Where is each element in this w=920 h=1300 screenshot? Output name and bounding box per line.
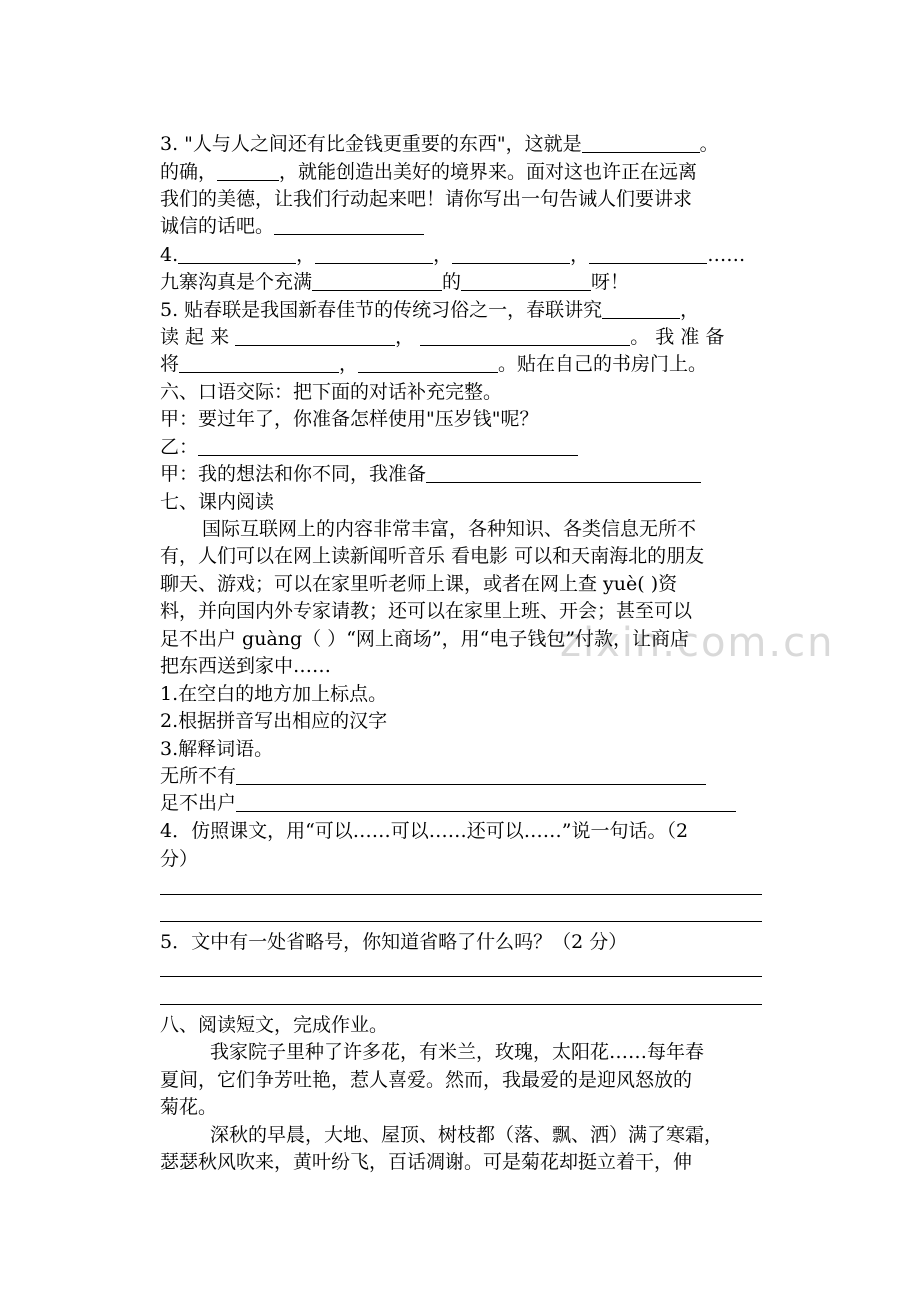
answer-blank[interactable] <box>315 243 433 264</box>
q3-text: ，就能创造出美好的境界来。面对这也许正在远离 <box>279 161 698 183</box>
answer-line[interactable] <box>160 894 762 895</box>
question-1: 1.在空白的地方加上标点。 <box>160 683 388 705</box>
q3-line3: 我们的美德，让我们行动起来吧！请你写出一句告诫人们要讲求 <box>160 188 693 210</box>
separator: ， <box>570 244 590 266</box>
passage-line: 国际互联网上的内容非常丰富，各种知识、各类信息无所不 <box>202 518 697 540</box>
answer-line[interactable] <box>160 1004 762 1005</box>
passage-line: 深秋的早晨，大地、屋顶、树枝都（落、飘、洒）满了寒霜， <box>210 1124 724 1146</box>
word-label: 无所不有 <box>160 765 237 787</box>
q3-text: 。 <box>699 133 719 155</box>
q3-line1 <box>160 130 765 158</box>
dialog-yi <box>160 433 765 461</box>
answer-blank[interactable] <box>358 352 498 373</box>
passage-line: 足不出户 guàng（ ）“网上商场”，用“电子钱包”付款，让商店 <box>160 628 690 650</box>
q5-text: 。贴在自己的书房门上。 <box>498 353 708 375</box>
q5-line3 <box>160 350 765 378</box>
answer-blank[interactable] <box>602 298 680 319</box>
question-4: 4．仿照课文，用“可以……可以……还可以……”说一句话。（2 <box>160 820 689 842</box>
answer-blank[interactable] <box>426 462 701 483</box>
passage-line: 聊天、游戏；可以在家里听老师上课，或者在网上查 yuè( )资 <box>160 573 678 595</box>
q5-text: ， <box>680 299 700 321</box>
answer-blank[interactable] <box>198 435 578 456</box>
answer-blank[interactable] <box>236 791 736 812</box>
dialog-jia2 <box>160 460 765 488</box>
answer-blank[interactable] <box>461 270 591 291</box>
section7-title: 七、课内阅读 <box>160 491 275 513</box>
q5-text: 5. 贴春联是我国新春佳节的传统习俗之一，春联讲究 <box>160 299 603 321</box>
answer-blank[interactable] <box>452 243 570 264</box>
passage-line: 把东西送到家中…… <box>160 655 332 677</box>
answer-line[interactable] <box>160 921 762 922</box>
q5-text: ， <box>339 353 359 375</box>
ellipsis: …… <box>707 244 746 266</box>
q5-text: 将 <box>160 353 180 375</box>
q4-number: 4. <box>160 244 179 266</box>
word-wusuobuyou <box>160 762 765 790</box>
answer-blank[interactable] <box>420 325 630 346</box>
q5-text: 。 我 准 备 <box>630 326 725 348</box>
section8-title: 八、阅读短文，完成作业。 <box>160 1014 389 1036</box>
word-zubuchuhu <box>160 789 765 817</box>
answer-blank[interactable] <box>179 352 339 373</box>
passage-line: 夏间，它们争芳吐艳，惹人喜爱。然而，我最爱的是迎风怒放的 <box>160 1069 693 1091</box>
answer-blank[interactable] <box>236 764 706 785</box>
answer-line[interactable] <box>160 976 762 977</box>
question-5: 5．文中有一处省略号，你知道省略了什么吗？（2 分） <box>160 931 628 953</box>
answer-blank[interactable] <box>235 325 395 346</box>
q5-line1 <box>160 296 765 324</box>
q4-text: 呀！ <box>591 271 630 293</box>
q3-line2 <box>160 158 765 186</box>
separator: ， <box>433 244 453 266</box>
answer-blank[interactable] <box>274 214 424 235</box>
q3-text: 3. "人与人之间还有比金钱更重要的东西"，这就是 <box>160 133 582 155</box>
q4-text: 的 <box>442 271 462 293</box>
question-4-cont: 分） <box>160 848 199 870</box>
q4-line2 <box>160 268 765 296</box>
passage-line: 菊花。 <box>160 1096 218 1118</box>
watermark: zixin.com.cn <box>560 620 835 666</box>
q3-text: 的确， <box>160 161 218 183</box>
dialog-jia1: 甲：要过年了，你准备怎样使用"压岁钱"呢？ <box>160 408 539 430</box>
word-label: 足不出户 <box>160 792 237 814</box>
separator: ， <box>296 244 316 266</box>
answer-blank[interactable] <box>582 132 700 153</box>
dialog-text: 甲：我的想法和你不同，我准备 <box>160 463 427 485</box>
question-3: 3.解释词语。 <box>160 738 274 760</box>
q5-text: ， <box>395 326 415 348</box>
q3-text: 诚信的话吧。 <box>160 215 275 237</box>
passage-line: 料，并向国内外专家请教；还可以在家里上班、开会；甚至可以 <box>160 600 693 622</box>
q4-text: 九寨沟真是个充满 <box>160 271 313 293</box>
section6-title: 六、口语交际：把下面的对话补充完整。 <box>160 381 503 403</box>
answer-blank[interactable] <box>178 243 296 264</box>
q3-line4 <box>160 212 765 240</box>
passage-line: 瑟瑟秋风吹来，黄叶纷飞，百话凋谢。可是菊花却挺立着干，伸 <box>160 1151 693 1173</box>
passage-line: 我家院子里种了许多花，有米兰，玫瑰，太阳花……每年春 <box>210 1041 705 1063</box>
passage-line: 有，人们可以在网上读新闻听音乐 看电影 可以和天南海北的朋友 <box>160 545 705 567</box>
answer-blank[interactable] <box>312 270 442 291</box>
q5-text: 读 起 来 <box>160 326 230 348</box>
answer-blank[interactable] <box>217 160 279 181</box>
speaker-label: 乙： <box>160 436 199 458</box>
q5-line2 <box>160 323 765 351</box>
answer-blank[interactable] <box>589 243 707 264</box>
q4-line1 <box>160 241 765 269</box>
question-2: 2.根据拼音写出相应的汉字 <box>160 710 388 732</box>
